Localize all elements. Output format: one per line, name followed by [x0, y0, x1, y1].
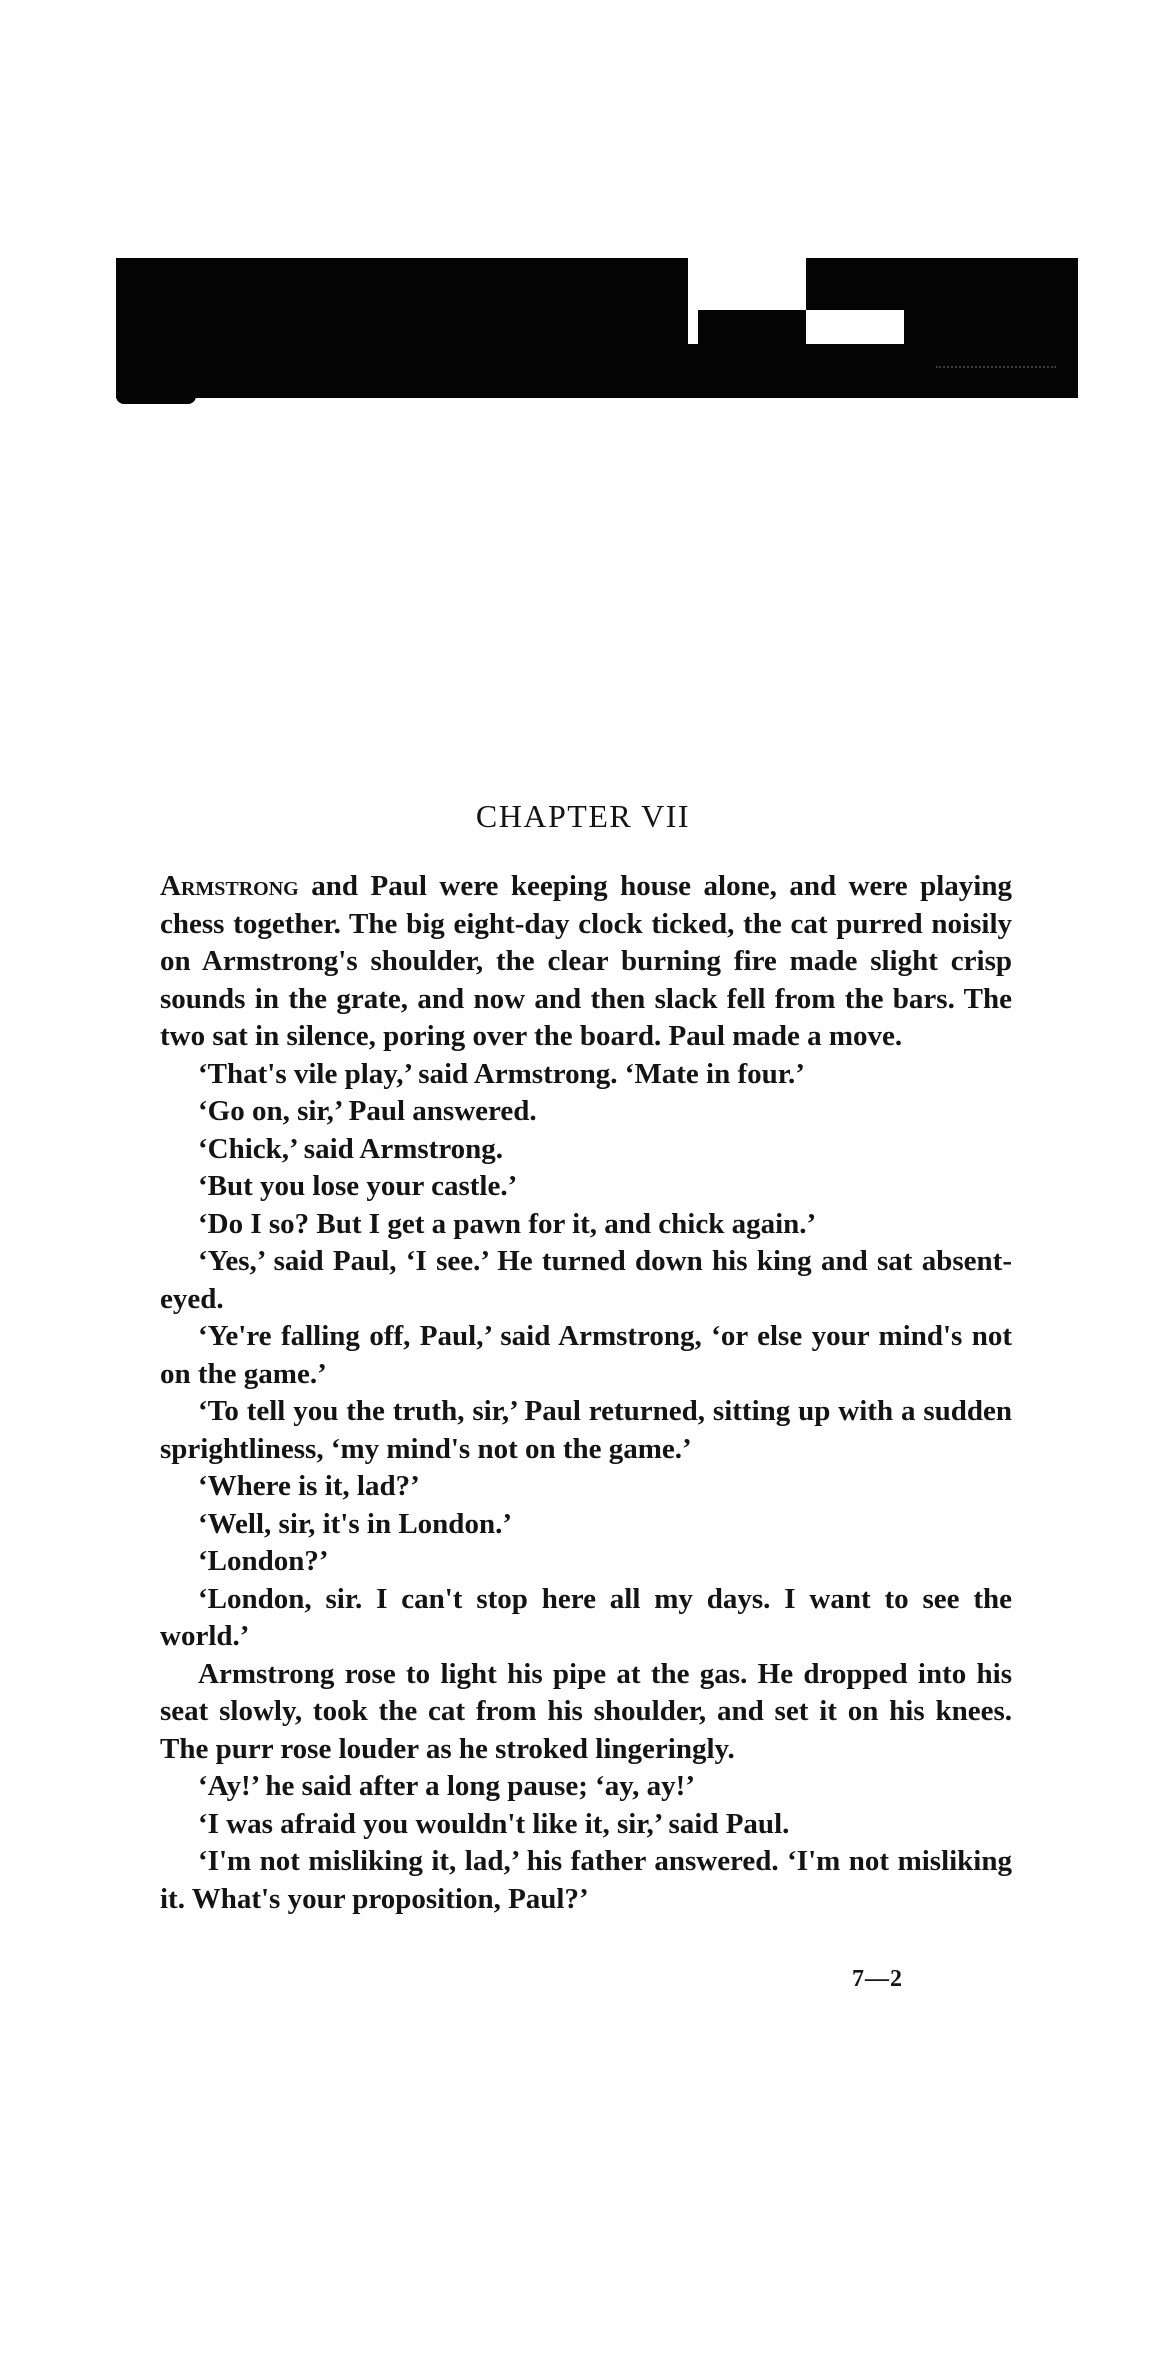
paragraph: ‘But you lose your castle.’	[198, 1170, 518, 1202]
header-band-mark	[936, 366, 1056, 370]
paragraph: ‘Yes,’ said Paul, ‘I see.’ He turned down his king and sat absent-eyed.	[160, 1245, 1012, 1315]
paragraph: ‘Do I so? But I get a pawn for it, and chick again.’	[198, 1207, 817, 1240]
paragraph: ‘I'm not misliking it, lad,’ his father answered. ‘I'm not misliking it. What's your proposition, Paul?’	[160, 1845, 1012, 1915]
header-band-edge	[116, 396, 196, 404]
paragraph: ‘Go on, sir,’ Paul answered.	[198, 1095, 537, 1127]
paragraph: ‘London, sir. I can't stop here all my days. I want to see the world.’	[160, 1582, 1012, 1652]
chapter-body	[160, 868, 1012, 1918]
paragraph: ‘Chick,’ said Armstrong.	[198, 1132, 504, 1165]
paragraph-text: and Paul were keeping house alone, and were playing chess together. The big eight-day clock ticked, the cat purred noisily on Armstrong's shoulder, the clear burning fire made slight crisp sounds in the grate, and now and then slack fell from the bars. The two sat in silence, poring over the board. Paul made a move.	[160, 870, 1012, 1052]
header-band-notch	[688, 310, 698, 344]
header-band-notch	[806, 310, 904, 344]
signature-mark: 7—2	[852, 1966, 903, 1992]
paragraph: ‘I was afraid you wouldn't like it, sir,’ said Paul.	[198, 1807, 790, 1840]
scanned-header-band	[116, 258, 1078, 398]
paragraph: ‘Ay!’ he said after a long pause; ‘ay, ay!’	[198, 1770, 695, 1802]
paragraph: ‘Well, sir, it's in London.’	[198, 1507, 512, 1540]
chapter-title: CHAPTER VII	[475, 798, 691, 834]
paragraph: ‘Ye're falling off, Paul,’ said Armstrong, ‘or else your mind's not on the game.’	[160, 1320, 1012, 1390]
paragraph: ‘That's vile play,’ said Armstrong. ‘Mate in four.’	[198, 1057, 805, 1090]
paragraph: ‘To tell you the truth, sir,’ Paul returned, sitting up with a sudden sprightliness, ‘my mind's not on the game.’	[160, 1395, 1012, 1465]
paragraph: ‘Where is it, lad?’	[198, 1470, 420, 1502]
paragraph	[160, 868, 1012, 1056]
paragraph-lead-word: Armstrong	[160, 870, 299, 902]
header-band-mark	[706, 266, 708, 272]
paragraph: ‘London?’	[198, 1545, 329, 1577]
paragraph: Armstrong rose to light his pipe at the gas. He dropped into his seat slowly, took the cat from his shoulder, and set it on his knees. The purr rose louder as he stroked lingeringly.	[160, 1657, 1012, 1765]
